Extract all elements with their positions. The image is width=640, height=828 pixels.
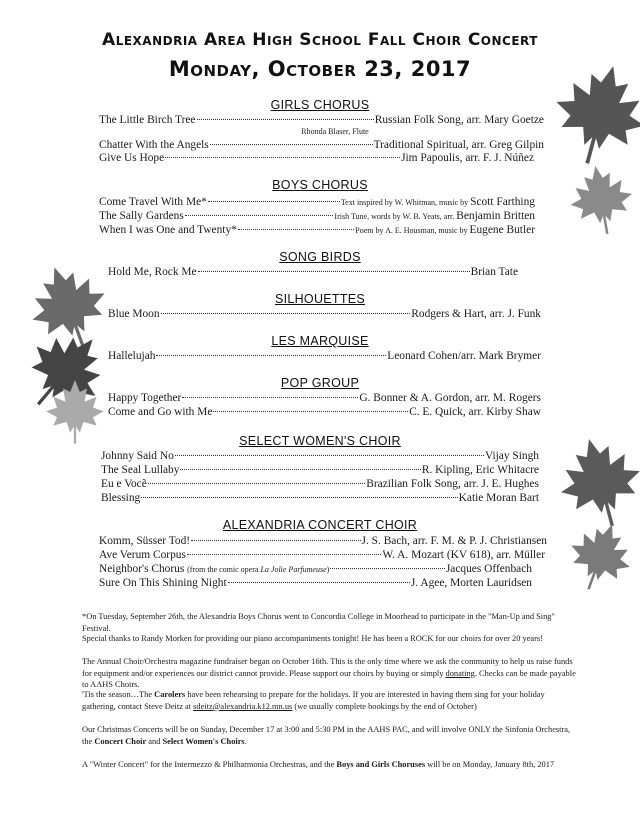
piece-title: Blue Moon [108,308,160,320]
choruses-label: Boys and Girls Choruses [336,760,426,769]
carolers-label: Carolers [154,690,186,699]
composer-note: Irish Tune, words by W. B. Yeats, arr. [334,212,457,221]
opera-title: La Jolie Parfumeuse [260,565,327,574]
piece-title: Happy Together [108,392,182,404]
note-boys-festival: *On Tuesday, September 26th, the Alexandria Boys Chorus went to Concordia College in Moorhead to participate in the "Man-Up and Sing" Festival. [82,612,555,633]
composer: Vijay Singh [484,450,539,462]
composer: Katie Moran Bart [458,492,539,504]
composer: Benjamin Britten [456,210,535,222]
composer: W. A. Mozart (KV 618), arr. Müller [382,549,545,561]
maple-leaf-icon [566,150,636,250]
composer: Leonard Cohen/arr. Mark Brymer [387,350,541,362]
piece-title: The Seal Lullaby [101,464,180,476]
piece-title: When I was One and Twenty* [99,224,237,236]
section-title-song-birds: SONG BIRDS [279,250,361,264]
composer: Russian Folk Song, arr. Mary Goetze [374,114,544,126]
concert-date: Monday, October 23, 2017 [168,57,472,81]
piece-title: The Little Birch Tree [99,114,196,126]
program-item [101,477,539,491]
note-text: The Annual Choir/Orchestra magazine fundraiser began on October 16th. This is the only time where we ask the community to help us raise funds for equipment and/or experiences our district cannot provide. Please support our choirs by buying or simply [82,657,573,678]
program-item [108,307,541,321]
concert-title: Alexandria Area High School Fall Choir Concert [102,30,538,50]
program-item [101,463,539,477]
section-title-les-marquise: LES MARQUISE [271,334,369,348]
piece-title: Komm, Süsser Tod! [99,535,191,547]
composer: Eugene Butler [469,224,535,236]
composer: Rodgers & Hart, arr. J. Funk [411,308,541,320]
composer: Scott Farthing [470,196,535,208]
email-link[interactable]: sdeitz@alexandria.k12.mn.us [193,701,293,711]
section-title-concert-choir: ALEXANDRIA CONCERT CHOIR [222,518,418,532]
program-item [99,113,544,127]
piece-title: Ave Verum Corpus [99,549,186,561]
piece-title: The Sally Gardens [99,210,184,222]
concert-choir-label: Concert Choir [94,736,147,746]
piece-title: Come Travel With Me* [99,196,207,208]
composer: Jim Papoulis, arr. F. J. Núñez [401,152,534,164]
composer: J. Agee, Morten Lauridsen [410,577,532,589]
note-fundraiser [82,656,578,691]
note-text: A "Winter Concert" for the Intermezzo & Philharmonia Orchestras, and the [82,760,337,769]
piece-title: Hold Me, Rock Me [108,266,197,278]
note-special-thanks: Special thanks to Randy Morken for providing our piano accompaniments tonight! He has been a ROCK for our choirs for over 20 years! [82,634,543,643]
composer: C. E. Quick, arr. Kirby Shaw [409,406,541,418]
program-item [101,449,539,463]
note-carolers [82,689,578,712]
piece-title: Come and Go with Me [108,406,213,418]
note-text: will be on Monday, January 8th, 2017 [425,760,555,769]
section-title-boys-chorus: BOYS CHORUS [272,178,368,192]
program-item [108,405,541,419]
composer: Traditional Spiritual, arr. Greg Gilpin [373,139,544,151]
composer: Brazilian Folk Song, arr. J. E. Hughes [366,478,539,490]
program-item [99,223,535,238]
program-item [99,548,545,562]
program-item [108,349,541,363]
piece-note-end: ) [326,565,330,574]
note-text: 'Tis the season…The [82,690,155,699]
note-christmas-concerts [82,724,578,747]
piece-title: Hallelujah [108,350,156,362]
note-text: have been rehearsing to prepare for the holidays. If you are interested in having them sing for your holiday gathering, contact Steve Deitz at [82,690,545,711]
composer: R. Kipling, Eric Whitacre [421,464,539,476]
section-title-girls-chorus: GIRLS CHORUS [270,98,370,112]
note-text: . [244,736,247,746]
note-text: . Checks can be made payable to AAHS Choirs. [82,668,576,690]
piece-title: Eu e Vocẽ [101,478,147,490]
composer: G. Bonner & A. Gordon, arr. M. Rogers [359,392,541,404]
note-text: and [146,736,163,746]
section-title-pop-group: POP GROUP [280,376,360,390]
composer: Jacques Offenbach [445,563,532,575]
program-item [108,265,518,279]
piece-title: Neighbor's Chorus [99,563,188,575]
piece-note: (from the comic opera [187,565,261,574]
composer: Brian Tate [470,266,518,278]
note-text: (we usually complete bookings by the end of October) [292,701,477,711]
program-item [99,151,534,165]
composer-note: Text inspired by W. Whitman, music by [340,198,471,207]
piece-title: Johnny Said No [101,450,174,462]
program-item [99,209,535,224]
piece-title: Give Us Hope [99,152,165,164]
section-title-select-womens-choir: SELECT WOMEN'S CHOIR [239,434,401,448]
program-item [108,391,541,405]
piece-title: Chatter With the Angels [99,139,209,151]
piece-title: Sure On This Shining Night [99,577,227,589]
note-text: Our Christmas Concerts will be on Sunday, December 17 at 3:00 and 5:30 PM in the AAHS PAC, and will involve ONLY the Sinfonia Orchestra, the [82,725,571,746]
womens-choirs-label: Select Women's Choirs [162,736,245,746]
note-winter-concert [82,759,578,771]
accompanist-note: Rhonda Blaser, Flute [301,127,369,136]
program-item [99,534,547,548]
section-title-silhouettes: SILHOUETTES [274,292,366,306]
composer-note: Poem by A. E. Housman, music by [355,226,470,235]
donating-link[interactable]: donating [445,668,475,678]
program-item [99,562,532,577]
composer: J. S. Bach, arr. F. M. & P. J. Christiansen [361,535,547,547]
piece-title: Blessing [101,492,141,504]
program-item [99,195,535,210]
program-item [99,138,544,152]
program-item [101,491,539,505]
program-item [99,576,532,590]
